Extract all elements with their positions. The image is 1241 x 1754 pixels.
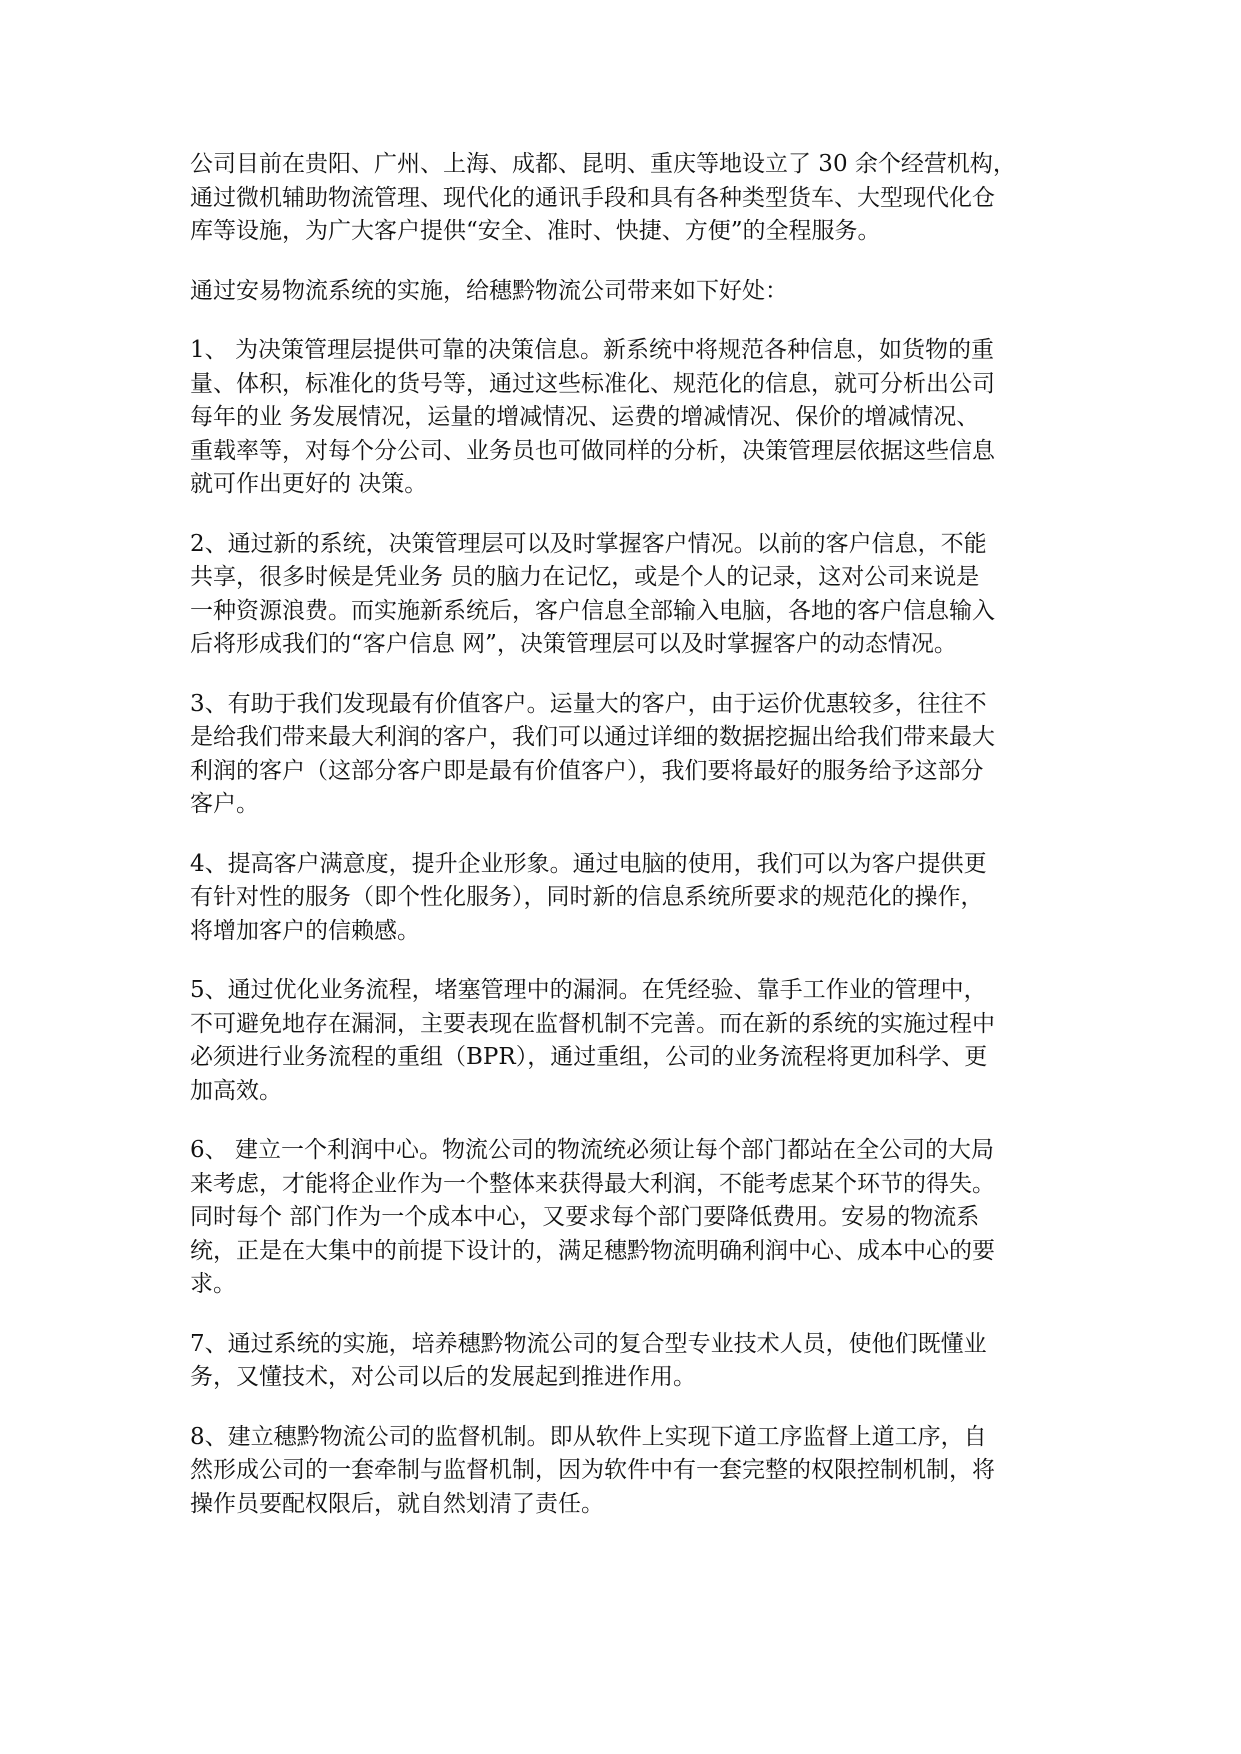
paragraph-item-4 <box>190 848 1050 949</box>
text-line: 7、通过系统的实施，培养穗黔物流公司的复合型专业技术人员，使他们既懂业 <box>190 1330 987 1357</box>
paragraph-item-7 <box>190 1328 1050 1395</box>
text-line: 同时每个 部门作为一个成本中心，又要求每个部门要降低费用。安易的物流系 <box>190 1204 980 1230</box>
text-line: 是给我们带来最大利润的客户，我们可以通过详细的数据挖掘出给我们带来最大 <box>190 724 995 750</box>
text-line: 量、体积，标准化的货号等，通过这些标准化、规范化的信息，就可分析出公司 <box>190 370 995 397</box>
document-body <box>190 148 1050 1547</box>
text-line: 后将形成我们的“客户信息 网”，决策管理层可以及时掌握客户的动态情况。 <box>190 631 957 657</box>
paragraph-item-8 <box>190 1421 1050 1522</box>
paragraph-intro <box>190 148 1050 249</box>
text-line: 来考虑，才能将企业作为一个整体来获得最大利润，不能考虑某个环节的得失。 <box>190 1170 995 1197</box>
text-line: 加高效。 <box>190 1077 282 1104</box>
text-line: 通过微机辅助物流管理、现代化的通讯手段和具有各种类型货车、大型现代化仓 <box>190 184 995 211</box>
paragraph-item-5 <box>190 974 1050 1108</box>
text-line: 3、有助于我们发现最有价值客户。运量大的客户，由于运价优惠较多，往往不 <box>190 690 987 717</box>
text-line: 共享，很多时候是凭业务 员的脑力在记忆，或是个人的记录，这对公司来说是 <box>190 564 980 590</box>
text-line: 一种资源浪费。而实施新系统后，客户信息全部输入电脑，各地的客户信息输入 <box>190 597 995 624</box>
text-line: 务，又懂技术，对公司以后的发展起到推进作用。 <box>190 1364 696 1390</box>
paragraph-item-3 <box>190 688 1050 822</box>
text-line: 求。 <box>190 1271 236 1297</box>
text-line: 公司目前在贵阳、广州、上海、成都、昆明、重庆等地设立了 30 余个经营机构， <box>190 151 1016 177</box>
text-line: 5、通过优化业务流程，堵塞管理中的漏洞。在凭经验、靠手工作业的管理中， <box>190 977 987 1003</box>
text-line: 操作员要配权限后，就自然划清了责任。 <box>190 1490 604 1517</box>
text-line: 每年的业 务发展情况，运量的增减情况、运费的增减情况、保价的增减情况、 <box>190 404 980 430</box>
paragraph-lead-in <box>190 275 1050 309</box>
text-line: 2、通过新的系统，决策管理层可以及时掌握客户情况。以前的客户信息，不能 <box>190 530 987 557</box>
text-line: 客户。 <box>190 791 259 817</box>
text-line: 将增加客户的信赖感。 <box>190 917 420 944</box>
text-line: 重载率等，对每个分公司、业务员也可做同样的分析，决策管理层依据这些信息 <box>190 437 995 464</box>
text-line: 不可避免地存在漏洞，主要表现在监督机制不完善。而在新的系统的实施过程中 <box>190 1010 995 1037</box>
paragraph-item-6 <box>190 1134 1050 1302</box>
text-line: 1、 为决策管理层提供可靠的决策信息。新系统中将规范各种信息，如货物的重 <box>190 337 994 363</box>
text-line: 统，正是在大集中的前提下设计的，满足穗黔物流明确利润中心、成本中心的要 <box>190 1237 995 1264</box>
text-line: 通过安易物流系统的实施，给穗黔物流公司带来如下好处： <box>190 277 788 304</box>
paragraph-item-1 <box>190 334 1050 502</box>
text-line: 必须进行业务流程的重组（BPR），通过重组，公司的业务流程将更加科学、更 <box>190 1044 988 1070</box>
text-line: 然形成公司的一套牵制与监督机制，因为软件中有一套完整的权限控制机制，将 <box>190 1457 995 1483</box>
text-line: 利润的客户（这部分客户即是最有价值客户），我们要将最好的服务给予这部分 <box>190 757 984 784</box>
text-line: 库等设施，为广大客户提供“安全、准时、快捷、方便”的全程服务。 <box>190 218 881 244</box>
text-line: 6、 建立一个利润中心。物流公司的物流统必须让每个部门都站在全公司的大局 <box>190 1137 994 1163</box>
text-line: 就可作出更好的 决策。 <box>190 471 428 497</box>
text-line: 4、提高客户满意度，提升企业形象。通过电脑的使用，我们可以为客户提供更 <box>190 850 987 877</box>
text-line: 8、建立穗黔物流公司的监督机制。即从软件上实现下道工序监督上道工序，自 <box>190 1423 987 1450</box>
text-line: 有针对性的服务（即个性化服务），同时新的信息系统所要求的规范化的操作， <box>190 884 984 910</box>
paragraph-item-2 <box>190 528 1050 662</box>
